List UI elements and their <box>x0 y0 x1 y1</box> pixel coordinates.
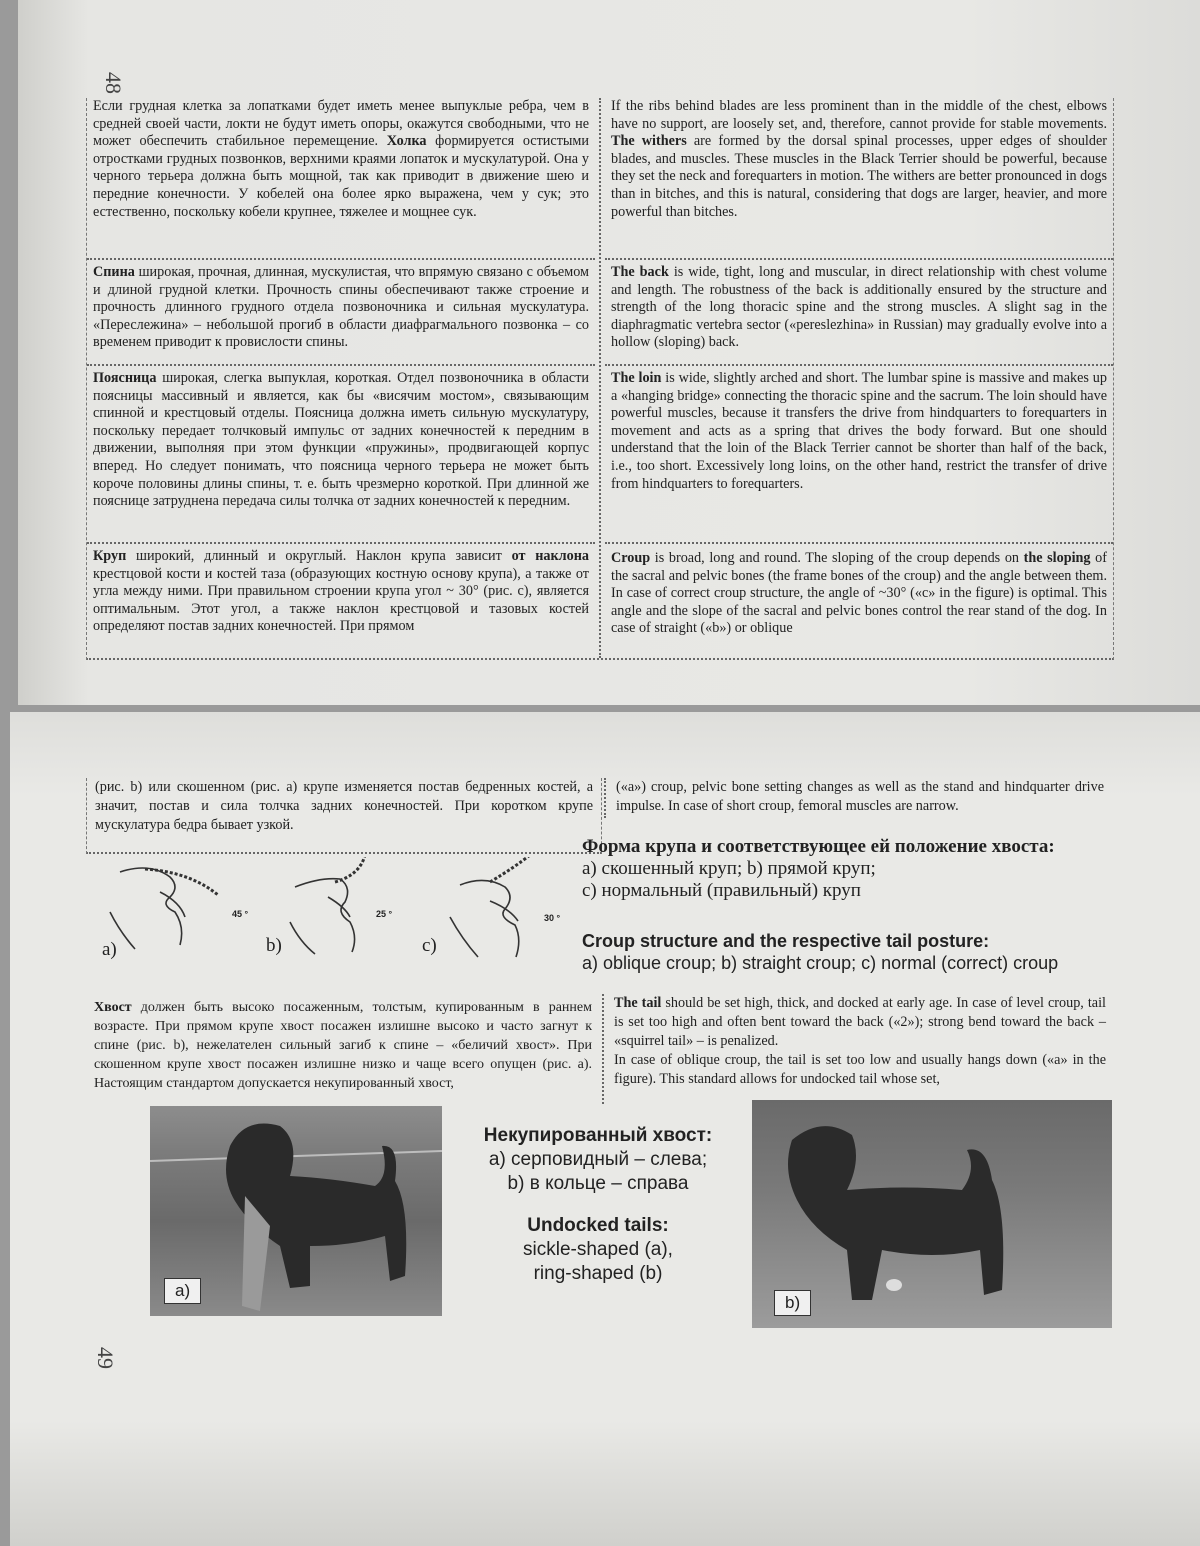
en-cell-back: The back is wide, tight, long and muscular, in direct relationship with chest volume and length. The robustness of the back is additionally ensured by the structure and strength of the long thoracic spine and the strong muscles. A slight sag in the diaphragmatic vertebra sector («pereslezhina» in Russian) may gradually evolve into a hollow (sloping) back. <box>605 258 1113 364</box>
tail-en: The tail should be set high, thick, and docked at early age. In case of level croup, tail is set too high and often bent toward the back («2»); strong bend toward the back – «squirrel tail» – is penalized. In case of oblique croup, the tail is set too low and usually hangs down («a» in the figure). This standard allows for undocked tail whose set, <box>614 995 1106 1087</box>
figure-label-b: b) <box>266 935 282 956</box>
en-cell-withers: If the ribs behind blades are less prominent than in the middle of the chest, elbows have no support, are loosely set, and, therefore, cannot provide for stable movements. The withers are formed by the dorsal spinal processes, upper edges of shoulder blades, and muscles. These muscles in the Black Terrier should be powerful, because they set the neck and forequarters in motion. The withers are better pronounced in dogs than in bitches, and this is natural, considering that dogs are larger, heavier, and more powerful than bitches. <box>611 98 1107 220</box>
croup-diagram-svg <box>90 857 580 972</box>
figure-caption-en: Croup structure and the respective tail posture: a) oblique croup; b) straight croup; c) normal (correct) croup <box>582 931 1059 973</box>
angle-label-b: 25 ° <box>376 909 393 919</box>
tail-ru: Хвост должен быть высоко посаженным, толстым, купированным в раннем возрасте. При прямом крупе хвост посажен излишне высоко и часто загнут к спине (рис. b), нежелателен сильный загиб к спине – «беличий хвост». При скошенном крупе хвост посажен излишне низко и чаще всего опущен (рис. а). Настоящим стандартом допускается некупированный хвост, <box>94 1000 592 1091</box>
photo-caption: Некупированный хвост: а) серповидный – слева; b) в кольце – справа Undocked tails: sickle-shaped (a), ring-shaped (b) <box>483 1125 713 1284</box>
angle-label-c: 30 ° <box>544 913 561 923</box>
photo-undocked-tail-sickle <box>150 1106 442 1316</box>
ru-cell-croup: Круп широкий, длинный и округлый. Наклон крупа зависит от наклона крестцовой кости и костей таза (образующих костную основу крупа), а также от угла между ними. При правильном строении крупа угол ~ 30° (рис. с), является оптимальным. Этот угол, а также наклон крестцовой и тазовых костей определяют постав задних конечностей. При прямом <box>87 542 595 658</box>
column-divider <box>604 778 606 818</box>
figure-label-a: a) <box>102 939 117 960</box>
en-cell-loin: The loin is wide, slightly arched and short. The lumbar spine is massive and makes up a «hanging bridge» connecting the thoracic spine and the sacrum. The loin should have powerful muscles, because it transfers the drive from hindquarters to forequarters in movement and acts as a spring that drives the body forward. But one should understand that the loin of the Black Terrier cannot be shorter than half of the back, i.e., too short. Excessively long loins, on the other hand, restrict the transfer of drive from hindquarters to forequarters. <box>605 364 1113 542</box>
croup-diagram <box>90 857 580 972</box>
photo-undocked-tail-ring <box>752 1100 1112 1328</box>
page-48 <box>18 0 1200 705</box>
continuation-ru-text: (рис. b) или скошенном (рис. а) крупе изменяется постав бедренных костей, а значит, постав и сила толчка задних конечностей. При коротком крупе мускулатура бедра бывает узкой. <box>95 779 593 833</box>
column-divider <box>602 994 604 1104</box>
page-number: 49 <box>93 1347 118 1369</box>
figure-caption-ru: Форма крупа и соответствующее ей положение хвоста: а) скошенный круп; b) прямой круп; с) нормальный (правильный) круп <box>582 836 1055 901</box>
figure-label-c: c) <box>422 935 437 956</box>
photo-label-b: b) <box>774 1290 811 1316</box>
ru-cell-withers: Если грудная клетка за лопатками будет иметь менее выпуклые ребра, чем в средней своей части, локти не будут иметь опоры, окажутся свободными, что не может обеспечить стабильное перемещение. Холка формируется остистыми отростками грудных позвонков, верхними краями лопаток и мускулатурой. Она у черного терьера должна быть мощной, так как приводит в движение шею и передние конечности. У кобелей она более ярко выражена, чем у сук; это естественно, поскольку кобели крупнее, тяжелее и мощнее сук. <box>93 98 589 220</box>
angle-label-a: 45 ° <box>232 909 249 919</box>
photo-label-a: a) <box>164 1278 201 1304</box>
page-49 <box>10 712 1200 1546</box>
continuation-en: («a») croup, pelvic bone setting changes as well as the stand and hindquarter drive impulse. In case of short croup, femoral muscles are narrow. <box>616 779 1104 814</box>
continuation-ru <box>86 778 602 854</box>
page-number: 48 <box>101 72 126 94</box>
ru-cell-loin: Поясница широкая, слегка выпуклая, короткая. Отдел позвоночника в области поясницы массивный и является, как бы «висячим мостом», связывающим спинной и крестцовый отделы. Поясница должна иметь сильную мускулатуру, поскольку передает толчковый импульс от задних конечностей к передним в движении, выполняя при этом функции «пружины», продвигающей корпус вперед. Но следует понимать, что поясница черного терьера не может быть короче половины длины спины, т. е. быть чрезмерно короткой. При длинной же пояснице затруднена передача силы толчка от задних конечностей к передним. <box>87 364 595 542</box>
ru-cell-back: Спина широкая, прочная, длинная, мускулистая, что впрямую связано с объемом и длиной грудной клетки. Прочность спины обеспечивают также строение и прочность длинного грудного отдела позвоночника и сильная мускулатура. «Переслежина» – небольшой прогиб в области диафрагмального позвонка – со временем приводит к провислости спины. <box>87 258 595 364</box>
text-table-top <box>86 98 1114 660</box>
column-divider <box>599 98 601 658</box>
en-cell-croup: Croup is broad, long and round. The sloping of the croup depends on the sloping of the sacral and pelvic bones (the frame bones of the croup) and the angle between them. In case of correct croup structure, the angle of ~30° («c» in the figure) is optimal. This angle and the slope of the sacral and pelvic bones control the rear stand of the dog. In case of straight («b») or oblique <box>605 542 1113 658</box>
